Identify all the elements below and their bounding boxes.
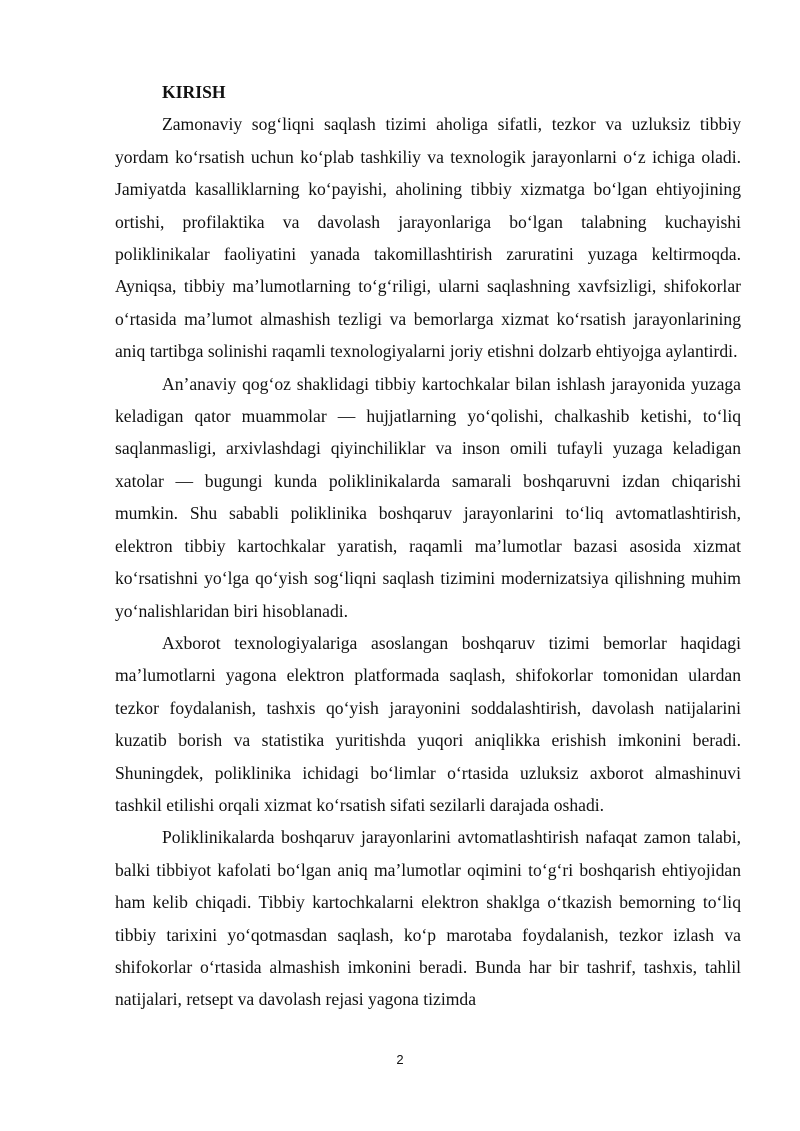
paragraph-3: Axborot texnologiyalariga asoslangan boshqaruv tizimi bemorlar haqidagi ma’lumotlarni yagona elektron platformada saqlash, shifokorlar tomonidan ulardan tezkor foydalanish, tashxis qo‘yish jarayonini soddalashtirish, davolash natijalarini kuzatib borish va statistika yuritishda yuqori aniqlikka erishish imkonini beradi. Shuningdek, poliklinika ichidagi bo‘limlar o‘rtasida uzluksiz axborot almashinuvi tashkil etilishi orqali xizmat ko‘rsatish sifati sezilarli darajada oshadi. <box>115 632 741 815</box>
page-number: 2 <box>396 1052 404 1067</box>
paragraph-1: Zamonaviy sog‘liqni saqlash tizimi aholiga sifatli, tezkor va uzluksiz tibbiy yordam ko‘rsatish uchun ko‘plab tashkiliy va texnologik jarayonlarni o‘z ichiga oladi. Jamiyatda kasalliklarning ko‘payishi, aholining tibbiy xizmatga bo‘lgan ehtiyojining ortishi, profilaktika va davolash jarayonlariga bo‘lgan talabning kuchayishi poliklinikalar faoliyatini yanada takomillashtirish zaruratini yuzaga keltirmoqda. Ayniqsa, tibbiy ma’lumotlarning to‘g‘riligi, ularni saqlashning xavfsizligi, shifokorlar o‘rtasida ma’lumot almashish tezligi va bemorlarga xizmat ko‘rsatish jarayonlarining aniq tartibga solinishi raqamli texnologiyalarni joriy etishni dolzarb ehtiyojga aylantirdi. <box>115 114 741 362</box>
document-body <box>115 76 741 1016</box>
section-heading: KIRISH <box>162 82 226 102</box>
paragraph-4: Poliklinikalarda boshqaruv jarayonlarini avtomatlashtirish nafaqat zamon talabi, balki tibbiyot kafolati bo‘lgan aniq ma’lumotlar oqimini to‘g‘ri boshqarish ehtiyojidan ham kelib chiqadi. Tibbiy kartochkalarni elektron shaklga o‘tkazish bemorning to‘liq tibbiy tarixini yo‘qotmasdan saqlash, ko‘p marotaba foydalanish, tezkor izlash va shifokorlar o‘rtasida almashish imkonini beradi. Bunda har bir tashrif, tashxis, tahlil natijalari, retsept va davolash rejasi yagona tizimda <box>115 827 741 1010</box>
paragraph-2: An’anaviy qog‘oz shaklidagi tibbiy kartochkalar bilan ishlash jarayonida yuzaga keladigan qator muammolar — hujjatlarning yo‘qolishi, chalkashib ketishi, to‘liq saqlanmasligi, arxivlashdagi qiyinchiliklar va inson omili tufayli yuzaga keladigan xatolar — bugungi kunda poliklinikalarda samarali boshqaruvni izdan chiqarishi mumkin. Shu sababli poliklinika boshqaruv jarayonlarini to‘liq avtomatlashtirish, elektron tibbiy kartochkalar yaratish, raqamli ma’lumotlar bazasi asosida xizmat ko‘rsatishni yo‘lga qo‘yish sog‘liqni saqlash tizimini modernizatsiya qilishning muhim yo‘nalishlaridan biri hisoblanadi. <box>115 373 741 621</box>
